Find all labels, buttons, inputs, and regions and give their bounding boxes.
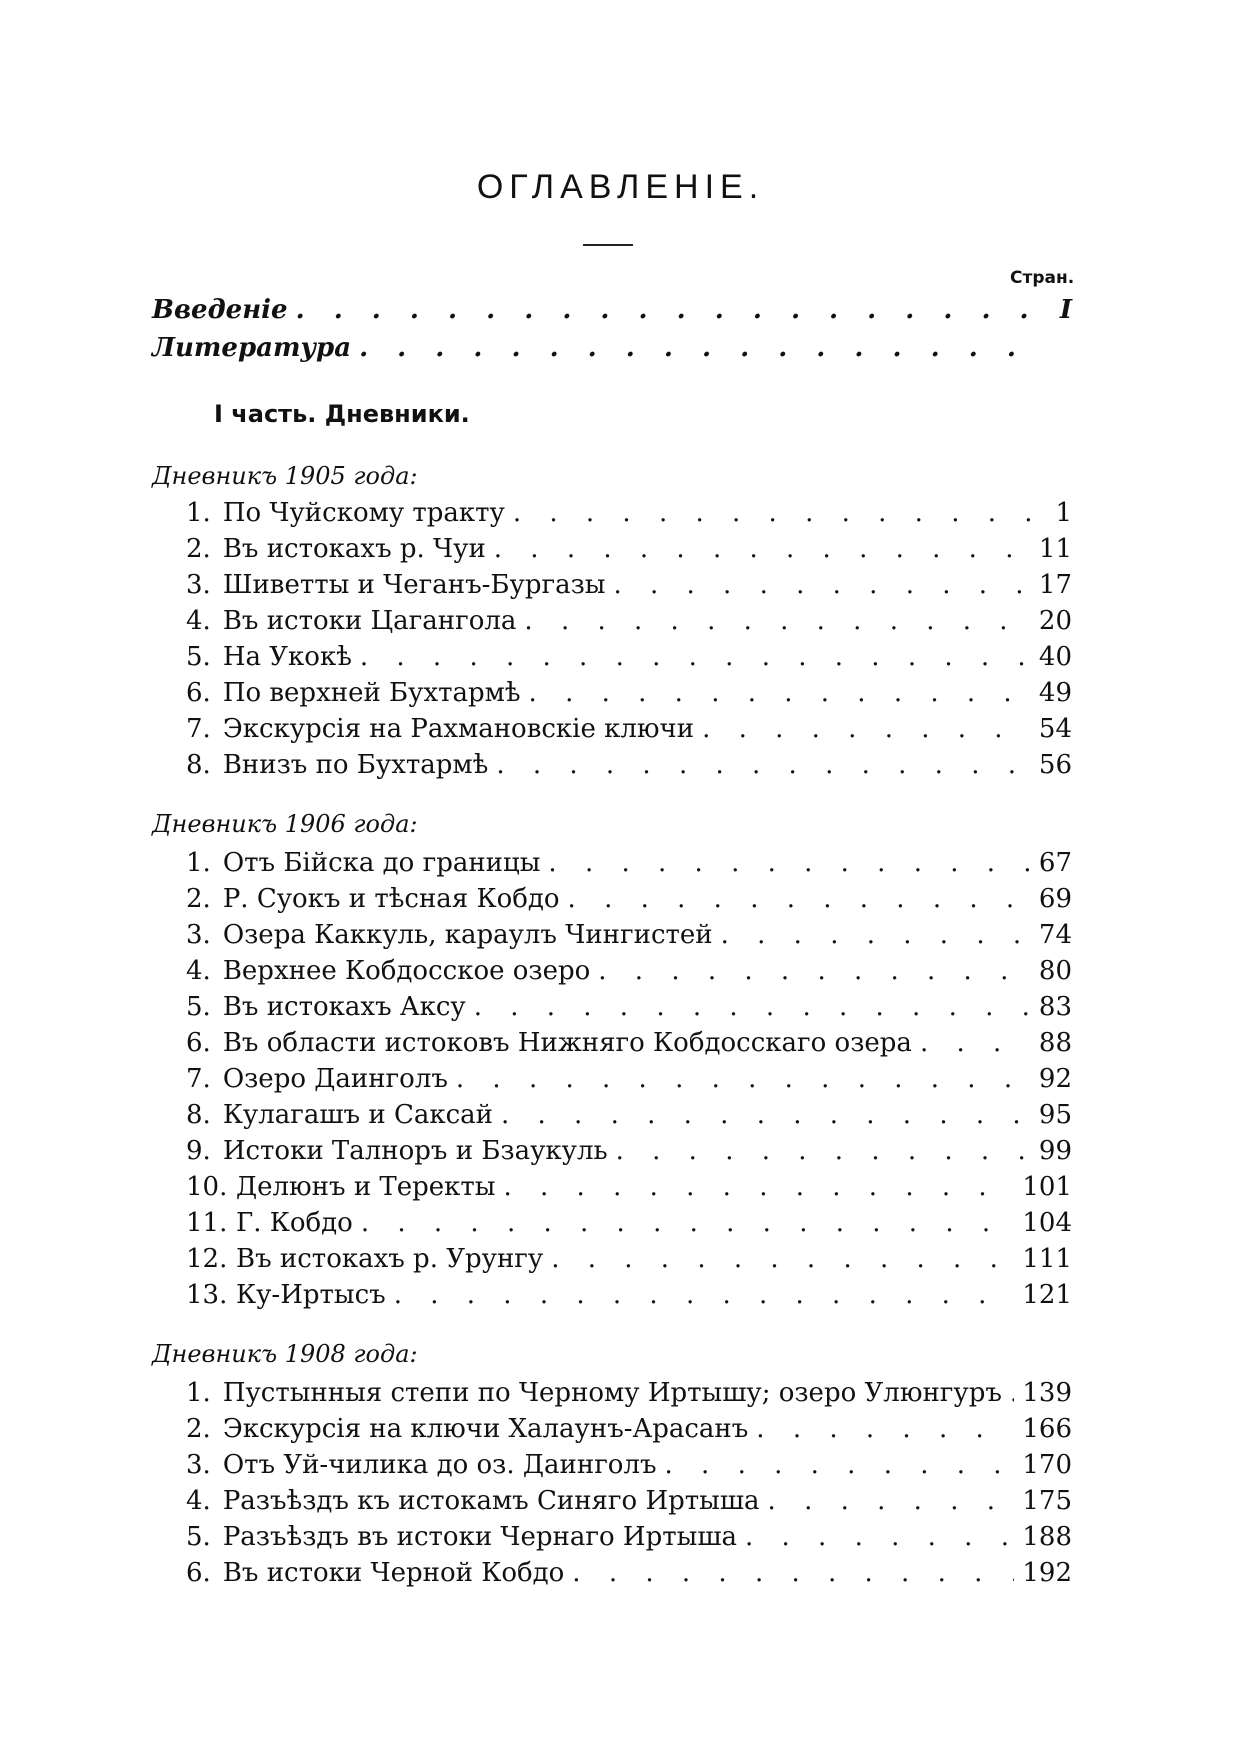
entry-number: 5. [186,642,211,672]
entry-number: 3. [186,920,211,950]
toc-entry-label: Истоки Талноръ и Бзаукуль [222,1136,608,1166]
toc-entry-label: Въ истокахъ р. Чуи [222,534,486,564]
toc-row[interactable] [186,1098,1072,1132]
dot-leader [920,1026,1031,1060]
toc-row[interactable] [186,1448,1072,1482]
toc-entry-label: Введеніе [152,295,288,325]
toc-row[interactable] [186,712,1072,746]
toc-row[interactable] [186,1026,1072,1060]
toc-entry-label: Верхнее Кобдосское озеро [222,956,591,986]
toc-page-number: 166 [1022,1414,1072,1444]
toc-entry-label: Разъѣздъ въ истоки Чернаго Иртыша [222,1522,737,1552]
toc-row[interactable] [186,1376,1072,1410]
toc-row[interactable] [186,882,1072,916]
dot-leader [1010,1376,1014,1410]
toc-entry-label: Озера Каккуль, караулъ Чингистей [222,920,713,950]
dot-leader [296,293,1036,327]
entry-number: 1. [186,848,211,878]
entry-number: 8. [186,1100,211,1130]
toc-row[interactable] [186,954,1072,988]
toc-entry-label: По верхней Бухтармѣ [222,678,521,708]
toc-entry-label: Въ истоки Цагангола [222,606,517,636]
page-column-label: Стран. [1010,268,1075,288]
toc-entry-label: Шиветты и Чеганъ-Бургазы [222,570,606,600]
toc-entry-label: Отъ Уй-чилика до оз. Даинголъ [222,1450,657,1480]
toc-page-number: 139 [1022,1378,1072,1408]
entry-number: 4. [186,956,211,986]
toc-entry-label: Въ истокахъ р. Урунгу [236,1244,544,1274]
toc-row[interactable] [186,1278,1072,1312]
dot-leader [496,748,1031,782]
part-heading: I часть. Дневники. [214,400,470,428]
dot-leader [721,918,1031,952]
toc-page-number: 88 [1038,1028,1072,1058]
toc-entry-label: На Укокѣ [222,642,352,672]
toc-page-number: 104 [1022,1208,1072,1238]
entry-number: 6. [186,1028,211,1058]
dot-leader [359,331,1036,365]
toc-row[interactable] [186,604,1072,638]
dot-leader [768,1484,1015,1518]
toc-row[interactable] [186,640,1072,674]
toc-entry-label: Озеро Даинголъ [222,1064,448,1094]
toc-row-literature[interactable] [152,331,1072,365]
toc-row[interactable] [186,748,1072,782]
dot-leader [394,1278,1015,1312]
dot-leader [665,1448,1015,1482]
toc-page-number: 17 [1038,570,1072,600]
entry-number: 6. [186,678,211,708]
toc-entry-label: Въ истоки Черной Кобдо [222,1558,565,1588]
toc-row[interactable] [186,676,1072,710]
toc-row[interactable] [186,1134,1072,1168]
toc-page-number: 175 [1022,1486,1072,1516]
entry-number: 1. [186,1378,211,1408]
toc-row[interactable] [186,532,1072,566]
toc-page-number: 188 [1022,1522,1072,1552]
toc-row[interactable] [186,1242,1072,1276]
toc-page-number: 11 [1038,534,1072,564]
toc-entry-label: Экскурсія на ключи Халаунъ-Арасанъ [222,1414,749,1444]
entry-number: 1. [186,498,211,528]
toc-row[interactable] [186,568,1072,602]
toc-entry-label: По Чуйскому тракту [222,498,505,528]
toc-row[interactable] [186,990,1072,1024]
dot-leader [613,568,1030,602]
entry-number: 12. [186,1244,228,1274]
dot-leader [456,1062,1031,1096]
entry-number: 7. [186,1064,211,1094]
toc-entry-label: Ку-Иртысъ [236,1280,386,1310]
toc-row[interactable] [186,918,1072,952]
diary-heading-1908: Дневникъ 1908 года: [152,1340,418,1368]
toc-entry-label: Пустынныя степи по Черному Иртышу; озеро Улюнгуръ [222,1378,1002,1408]
toc-entry-label: Кулагашъ и Саксай [222,1100,493,1130]
toc-row[interactable] [186,1484,1072,1518]
dot-leader [529,676,1031,710]
toc-row[interactable] [186,1412,1072,1446]
dot-leader [745,1520,1014,1554]
toc-page-number: 69 [1038,884,1072,914]
toc-entry-label: Въ области истоковъ Нижняго Кобдосскаго озера [222,1028,912,1058]
dot-leader [504,1170,1015,1204]
entry-number: 6. [186,1558,211,1588]
toc-entry-label: Литература [152,333,352,363]
toc-row[interactable] [186,1520,1072,1554]
toc-row[interactable] [186,1556,1072,1590]
diary-heading-1906: Дневникъ 1906 года: [152,810,418,838]
toc-page-number: 74 [1038,920,1072,950]
dot-leader [756,1412,1014,1446]
toc-entry-label: Внизъ по Бухтармѣ [222,750,489,780]
dot-leader [494,532,1031,566]
dot-leader [501,1098,1031,1132]
entry-number: 9. [186,1136,211,1166]
entry-number: 10. [186,1172,228,1202]
entry-number: 3. [186,1450,211,1480]
toc-row-introduction[interactable] [152,293,1072,327]
entry-number: 5. [186,992,211,1022]
toc-entry-label: Въ истокахъ Аксу [222,992,466,1022]
toc-page-number: 49 [1038,678,1072,708]
title-rule [583,244,633,246]
entry-number: 13. [186,1280,228,1310]
entry-number: 2. [186,534,211,564]
toc-page-number: 121 [1022,1280,1072,1310]
toc-page-number: 80 [1038,956,1072,986]
toc-page-number: I [1059,295,1072,325]
dot-leader [572,1556,1014,1590]
dot-leader [360,640,1031,674]
dot-leader [616,1134,1031,1168]
toc-row[interactable] [186,1206,1072,1240]
entry-number: 5. [186,1522,211,1552]
diary-heading-1905: Дневникъ 1905 года: [152,462,418,490]
dot-leader [568,882,1031,916]
toc-page-number: 170 [1022,1450,1072,1480]
entry-number: 2. [186,1414,211,1444]
toc-page-number: 20 [1038,606,1072,636]
dot-leader [551,1242,1014,1276]
toc-page-number: 111 [1022,1244,1072,1274]
dot-leader [598,954,1031,988]
dot-leader [548,846,1030,880]
entry-number: 2. [186,884,211,914]
toc-row[interactable] [186,1062,1072,1096]
toc-entry-label: Экскурсія на Рахмановскіе ключи [222,714,695,744]
entry-number: 11. [186,1208,228,1238]
toc-page-number: 92 [1038,1064,1072,1094]
toc-entry-label: Отъ Бійска до границы [222,848,541,878]
toc-page-number: 67 [1038,848,1072,878]
entry-number: 4. [186,606,211,636]
toc-entry-label: Разъѣздъ къ истокамъ Синяго Иртыша [222,1486,760,1516]
dot-leader [702,712,1031,746]
toc-row[interactable] [186,846,1072,880]
toc-entry-label: Г. Кобдо [236,1208,353,1238]
toc-page-number: 54 [1038,714,1072,744]
toc-page-number: 99 [1038,1136,1072,1166]
toc-page-number: 1 [1055,498,1072,528]
dot-leader [524,604,1030,638]
page-title: ОГЛАВЛЕНІЕ. [476,168,765,206]
toc-page-number: 83 [1038,992,1072,1022]
dot-leader [513,496,1036,530]
entry-number: 8. [186,750,211,780]
toc-row[interactable] [186,1170,1072,1204]
entry-number: 3. [186,570,211,600]
toc-entry-label: Р. Суокъ и тѣсная Кобдо [222,884,560,914]
toc-page-number: 56 [1038,750,1072,780]
toc-page-number: 101 [1022,1172,1072,1202]
dot-leader [474,990,1031,1024]
toc-entry-label: Делюнъ и Теректы [236,1172,496,1202]
toc-page-number: 40 [1038,642,1072,672]
toc-row[interactable] [186,496,1072,530]
dot-leader [361,1206,1015,1240]
toc-page-number: 95 [1038,1100,1072,1130]
entry-number: 7. [186,714,211,744]
toc-page-number: 192 [1022,1558,1072,1588]
entry-number: 4. [186,1486,211,1516]
